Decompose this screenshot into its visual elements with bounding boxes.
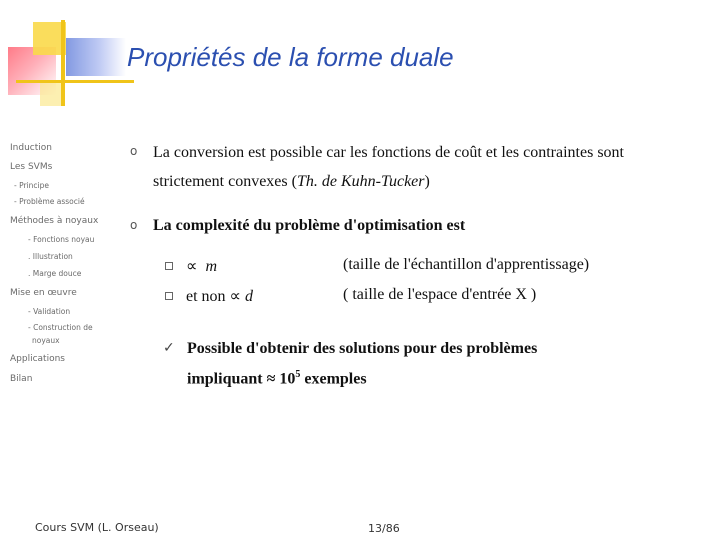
nav-item-mise-en-oeuvre[interactable]: Mise en œuvre	[10, 288, 77, 298]
footer-course: Cours SVM (L. Orseau)	[35, 521, 159, 534]
decor-horizontal-line	[16, 80, 134, 83]
decor-blue-square	[66, 38, 126, 76]
nav-item-svms[interactable]: Les SVMs	[10, 162, 53, 172]
nav-item-bilan[interactable]: Bilan	[10, 374, 33, 384]
square-bullet-icon	[165, 262, 173, 270]
circle-bullet-icon: o	[130, 144, 138, 158]
sub2-expression: et non ∝ d	[186, 288, 253, 305]
nav-item-methodes-noyaux[interactable]: Méthodes à noyaux	[10, 216, 99, 226]
bullet1-line1: La conversion est possible car les fonctions de coût et les contraintes sont	[153, 144, 624, 161]
nav-item-principe[interactable]: - Principe	[14, 181, 49, 190]
sub1-note: (taille de l'échantillon d'apprentissage)	[343, 256, 590, 273]
nav-item-construction-noyaux[interactable]: - Construction de	[28, 323, 93, 332]
decor-vertical-line	[61, 20, 65, 106]
circle-bullet-icon: o	[130, 218, 138, 232]
nav-item-probleme-associe[interactable]: - Problème associé	[14, 197, 85, 206]
check-line2: impliquant ≈ $10^5$ exemples	[187, 369, 367, 388]
nav-item-applications[interactable]: Applications	[10, 354, 65, 364]
square-bullet-icon	[165, 292, 173, 300]
nav-item-fonctions-noyau[interactable]: - Fonctions noyau	[28, 235, 95, 244]
nav-item-illustration[interactable]: . Illustration	[28, 252, 73, 261]
bullet2-text: La complexité du problème d'optimisation est	[153, 217, 466, 234]
check-line1: Possible d'obtenir des solutions pour des problèmes	[187, 340, 538, 357]
nav-item-induction[interactable]: Induction	[10, 143, 52, 153]
page-number: 13/86	[368, 522, 400, 535]
check-mark-icon: ✓	[163, 340, 175, 356]
nav-item-validation[interactable]: - Validation	[28, 307, 71, 316]
bullet1-line2: strictement convexes (Th. de Kuhn-Tucker)	[153, 173, 430, 190]
nav-item-construction-noyaux-cont[interactable]: noyaux	[32, 336, 60, 345]
sub2-note: ( taille de l'espace d'entrée X )	[343, 286, 537, 303]
nav-item-marge-douce[interactable]: . Marge douce	[28, 269, 82, 278]
sub1-expression: ∝ m	[186, 258, 217, 275]
slide-title: Propriétés de la forme duale	[127, 42, 454, 72]
